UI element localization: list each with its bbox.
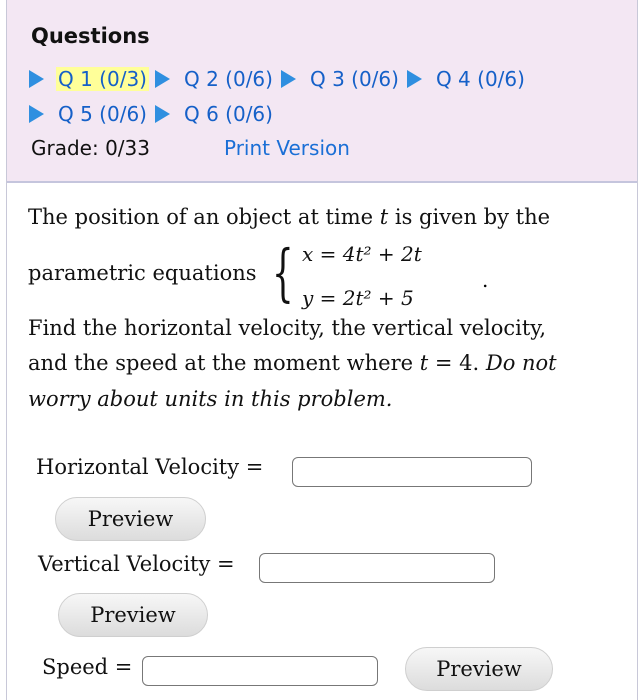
equation-x: x = 4t² + 2t [302,242,422,266]
horizontal-preview-button[interactable]: Preview [55,497,206,541]
problem-line-1 [28,205,550,229]
question-link[interactable]: Q 5 (0/6) [58,102,147,126]
speed-label: Speed = [42,655,133,679]
questions-header [7,0,637,183]
question-nav-row-1 [29,64,533,94]
problem-text: The position of an object at time [28,205,380,229]
question-nav-q3[interactable] [281,67,401,91]
grade-text: Grade: 0/33 [31,136,150,160]
problem-line-4 [28,351,557,375]
problem-text: = 4. [428,351,486,375]
questions-title: Questions [31,24,150,48]
question-link[interactable]: Q 6 (0/6) [183,102,273,126]
problem-text: is given by the [388,205,551,229]
question-nav-q4[interactable] [407,67,527,91]
question-link[interactable]: Q 4 (0/6) [435,67,525,91]
question-nav-q5[interactable] [29,102,149,126]
vertical-preview-button[interactable]: Preview [58,593,208,637]
problem-text: and the speed at the moment where [28,351,420,375]
variable-t: t [419,351,429,375]
speed-preview-button[interactable]: Preview [405,647,553,691]
question-nav-q6[interactable] [155,102,275,126]
play-arrow-icon [155,70,170,88]
play-arrow-icon [29,105,44,123]
problem-line-3: Find the horizontal velocity, the vertical velocity, [28,316,547,340]
question-nav-q2[interactable] [155,67,275,91]
vertical-velocity-input[interactable] [259,553,495,583]
question-link[interactable]: Q 1 (0/3) [58,67,147,91]
problem-line-2: parametric equations [28,261,257,285]
vertical-velocity-label: Vertical Velocity = [38,552,235,576]
play-arrow-icon [281,70,296,88]
print-version-link[interactable]: Print Version [224,136,350,160]
speed-input[interactable] [142,656,378,686]
equation-period: . [482,268,489,292]
problem-text: Do not [485,351,557,375]
question-link[interactable]: Q 2 (0/6) [183,67,273,91]
play-arrow-icon [155,105,170,123]
brace-symbol: { [272,236,294,309]
equation-y: y = 2t² + 5 [302,286,414,310]
question-link[interactable]: Q 3 (0/6) [309,67,399,91]
horizontal-velocity-label: Horizontal Velocity = [36,455,264,479]
problem-line-5: worry about units in this problem. [28,387,393,411]
horizontal-velocity-input[interactable] [292,457,532,487]
play-arrow-icon [407,70,422,88]
play-arrow-icon [29,70,44,88]
variable-t: t [379,205,389,229]
parametric-equations [272,236,472,312]
question-nav-q1[interactable] [29,67,149,91]
question-nav-row-2 [29,99,281,129]
